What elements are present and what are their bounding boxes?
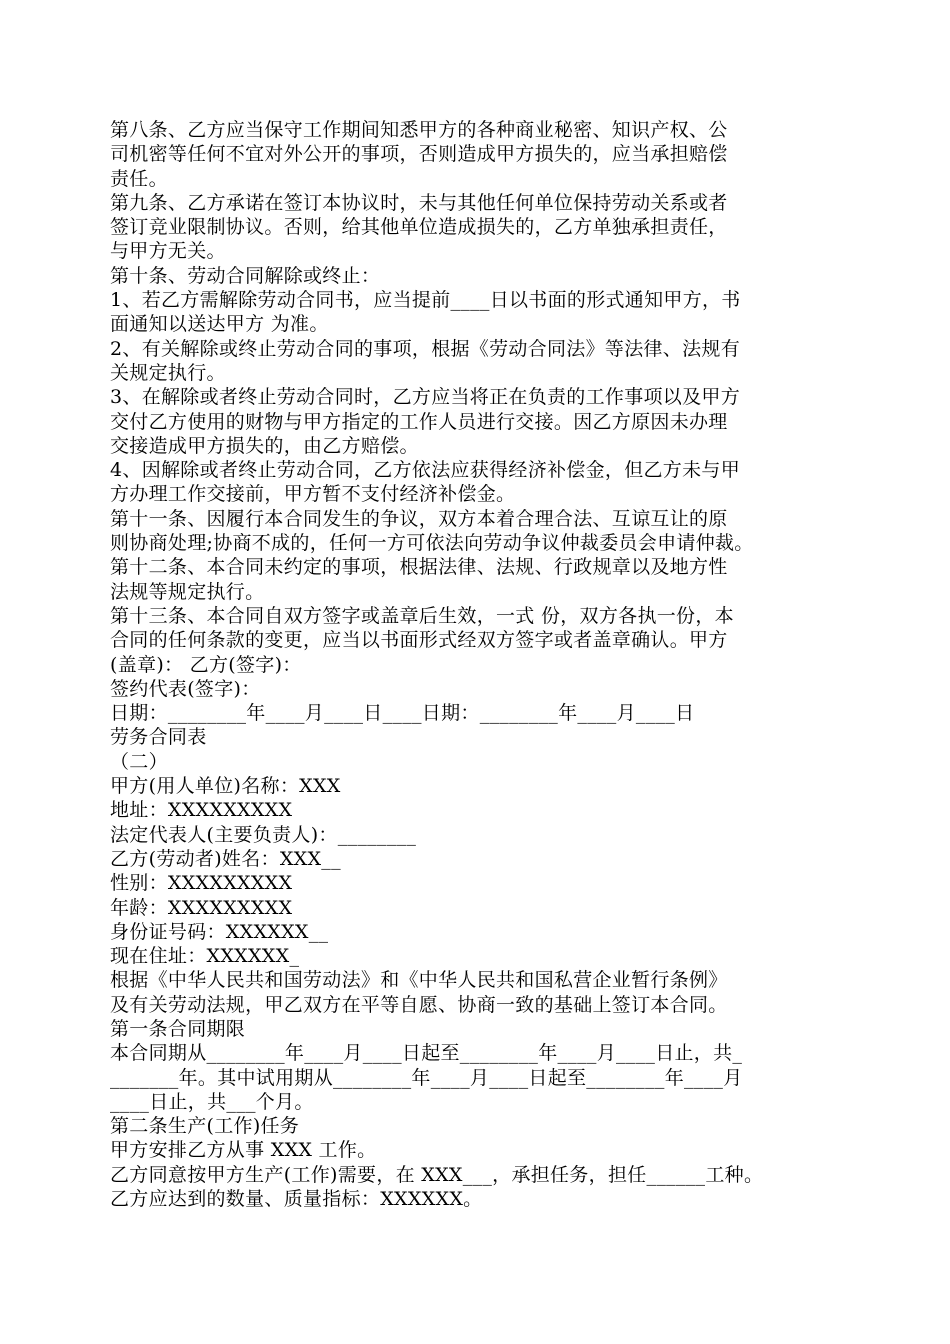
document-line: 乙方(劳动者)姓名：XXX__ xyxy=(110,847,341,870)
document-body xyxy=(110,118,850,1211)
document-line: 签约代表(签字)： xyxy=(110,677,261,700)
document-line: 则协商处理;协商不成的，任何一方可依法向劳动争议仲裁委员会申请仲裁。 xyxy=(110,532,754,555)
document-line: 司机密等任何不宜对外公开的事项，否则造成甲方损失的，应当承担赔偿 xyxy=(110,143,728,166)
document-line: (盖章)： 乙方(签字)： xyxy=(110,653,302,676)
document-line: _______年。其中试用期从________年____月____日起至________年____月 xyxy=(110,1066,743,1089)
document-line: 本合同期从________年____月____日起至________年____月____日止，共_ xyxy=(110,1042,743,1065)
document-line: 1、若乙方需解除劳动合同书，应当提前____日以书面的形式通知甲方，书 xyxy=(110,289,741,312)
document-line: 3、在解除或者终止劳动合同时，乙方应当将正在负责的工作事项以及甲方 xyxy=(110,386,740,409)
document-line: 第八条、乙方应当保守工作期间知悉甲方的各种商业秘密、知识产权、公 xyxy=(110,119,728,141)
document-line: 身份证号码：XXXXXX__ xyxy=(110,920,329,943)
document-line: 乙方同意按甲方生产(工作)需要，在 XXX___，承担任务，担任______工种。 xyxy=(110,1163,764,1186)
document-line: 日期：________年____月____日____日期：________年____月____日 xyxy=(110,702,695,725)
document-line: 交付乙方使用的财物与甲方指定的工作人员进行交接。因乙方原因未办理 xyxy=(110,410,728,433)
document-line: 第十一条、因履行本合同发生的争议，双方本着合理合法、互谅互让的原 xyxy=(110,507,728,530)
document-line: 第一条合同期限 xyxy=(110,1017,246,1040)
document-line: 交接造成甲方损失的，由乙方赔偿。 xyxy=(110,434,419,457)
document-line: 2、有关解除或终止劳动合同的事项，根据《劳动合同法》等法律、法规有 xyxy=(110,337,740,360)
document-line: 第十三条、本合同自双方签字或盖章后生效，一式 份，双方各执一份，本 xyxy=(110,604,734,627)
document-line: 性别：XXXXXXXXX xyxy=(110,872,293,895)
document-line: ____日止，共___个月。 xyxy=(110,1090,314,1113)
document-line: 4、因解除或者终止劳动合同，乙方依法应获得经济补偿金，但乙方未与甲 xyxy=(110,459,740,482)
document-line: 法规等规定执行。 xyxy=(110,580,265,603)
document-line: 第十二条、本合同未约定的事项，根据法律、法规、行政规章以及地方性 xyxy=(110,556,728,579)
document-line: 合同的任何条款的变更，应当以书面形式经双方签字或者盖章确认。甲方 xyxy=(110,629,728,652)
document-line: （二） xyxy=(110,750,168,773)
document-line: 及有关劳动法规，甲乙双方在平等自愿、协商一致的基础上签订本合同。 xyxy=(110,993,728,1016)
document-line: 第十条、劳动合同解除或终止： xyxy=(110,264,381,287)
document-line: 面通知以送达甲方 为准。 xyxy=(110,313,329,336)
document-line: 第九条、乙方承诺在签订本协议时，未与其他任何单位保持劳动关系或者 xyxy=(110,191,728,214)
document-line: 劳务合同表 xyxy=(110,726,207,749)
document-line: 责任。 xyxy=(110,167,168,190)
document-line: 法定代表人(主要负责人)：________ xyxy=(110,823,417,846)
document-line: 方办理工作交接前，甲方暂不支付经济补偿金。 xyxy=(110,483,516,506)
document-line: 年龄：XXXXXXXXX xyxy=(110,896,293,919)
document-line: 与甲方无关。 xyxy=(110,240,226,263)
document-line: 关规定执行。 xyxy=(110,361,226,384)
document-line: 第二条生产(工作)任务 xyxy=(110,1115,300,1138)
document-line: 地址：XXXXXXXXX xyxy=(110,799,293,822)
document-line: 乙方应达到的数量、质量指标：XXXXXX。 xyxy=(110,1188,483,1211)
document-line: 现在住址：XXXXXX_ xyxy=(110,945,300,968)
document-line: 甲方安排乙方从事 XXX 工作。 xyxy=(110,1139,377,1162)
document-line: 甲方(用人单位)名称：XXX xyxy=(110,775,341,798)
document-line: 根据《中华人民共和国劳动法》和《中华人民共和国私营企业暂行条例》 xyxy=(110,969,728,992)
document-line: 签订竞业限制协议。否则，给其他单位造成损失的，乙方单独承担责任， xyxy=(110,216,728,239)
